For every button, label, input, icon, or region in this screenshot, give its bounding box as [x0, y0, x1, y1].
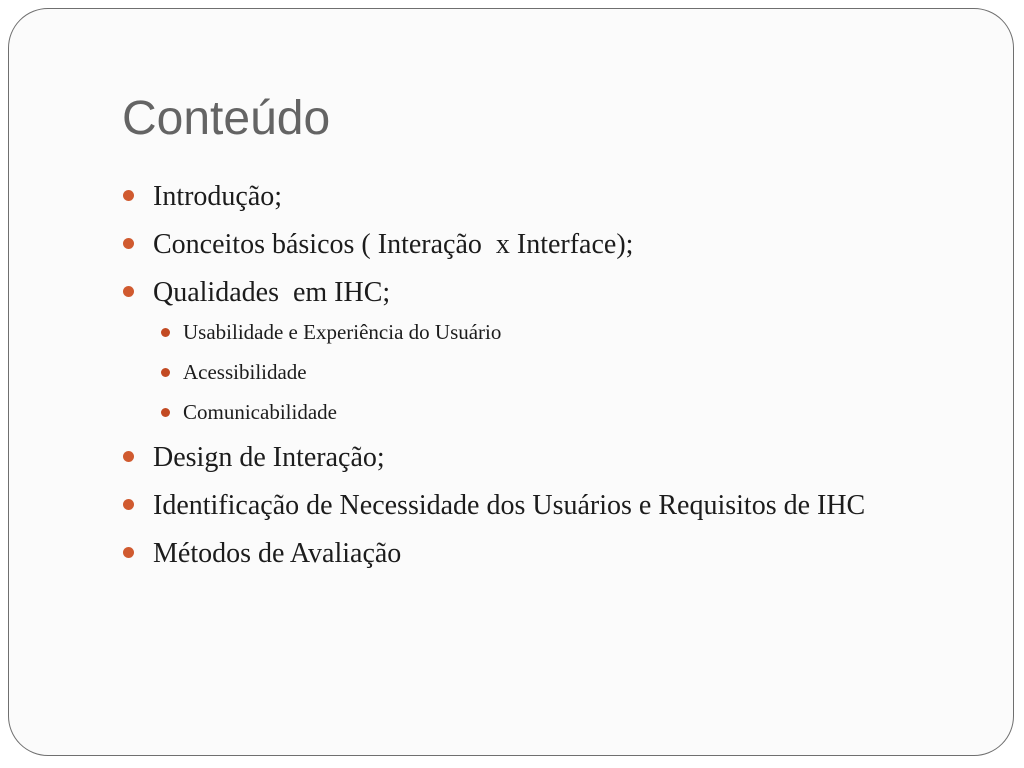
- bullet-item: [123, 273, 943, 312]
- bullet-list: [123, 177, 943, 582]
- bullet-text: Identificação de Necessidade dos Usuários e Requisitos de IHC: [153, 490, 866, 521]
- sub-bullet-text: Comunicabilidade: [183, 400, 337, 424]
- sub-bullet-dot-icon: [161, 368, 170, 377]
- sub-bullet-item: [123, 398, 943, 427]
- bullet-item: [123, 177, 943, 216]
- bullet-text: Design de Interação;: [153, 442, 385, 473]
- bullet-text: Introdução;: [153, 181, 283, 212]
- sub-bullet-dot-icon: [161, 408, 170, 417]
- bullet-dot-icon: [123, 190, 134, 201]
- slide-frame: [8, 8, 1014, 756]
- bullet-dot-icon: [123, 499, 134, 510]
- bullet-item: [123, 438, 943, 477]
- bullet-dot-icon: [123, 238, 134, 249]
- bullet-dot-icon: [123, 286, 134, 297]
- sub-bullet-text: Acessibilidade: [183, 360, 307, 384]
- bullet-dot-icon: [123, 547, 134, 558]
- bullet-item: [123, 225, 943, 264]
- sub-bullet-item: [123, 358, 943, 387]
- sub-bullet-text: Usabilidade e Experiência do Usuário: [183, 320, 502, 344]
- bullet-text: Qualidades em IHC;: [153, 277, 391, 308]
- bullet-text: Métodos de Avaliação: [153, 538, 402, 569]
- bullet-item: [123, 534, 943, 573]
- sub-bullet-dot-icon: [161, 328, 170, 337]
- slide-title: Conteúdo: [122, 92, 331, 145]
- bullet-dot-icon: [123, 451, 134, 462]
- sub-bullet-item: [123, 318, 943, 347]
- bullet-text: Conceitos básicos ( Interação x Interface);: [153, 229, 634, 260]
- bullet-item: [123, 486, 943, 525]
